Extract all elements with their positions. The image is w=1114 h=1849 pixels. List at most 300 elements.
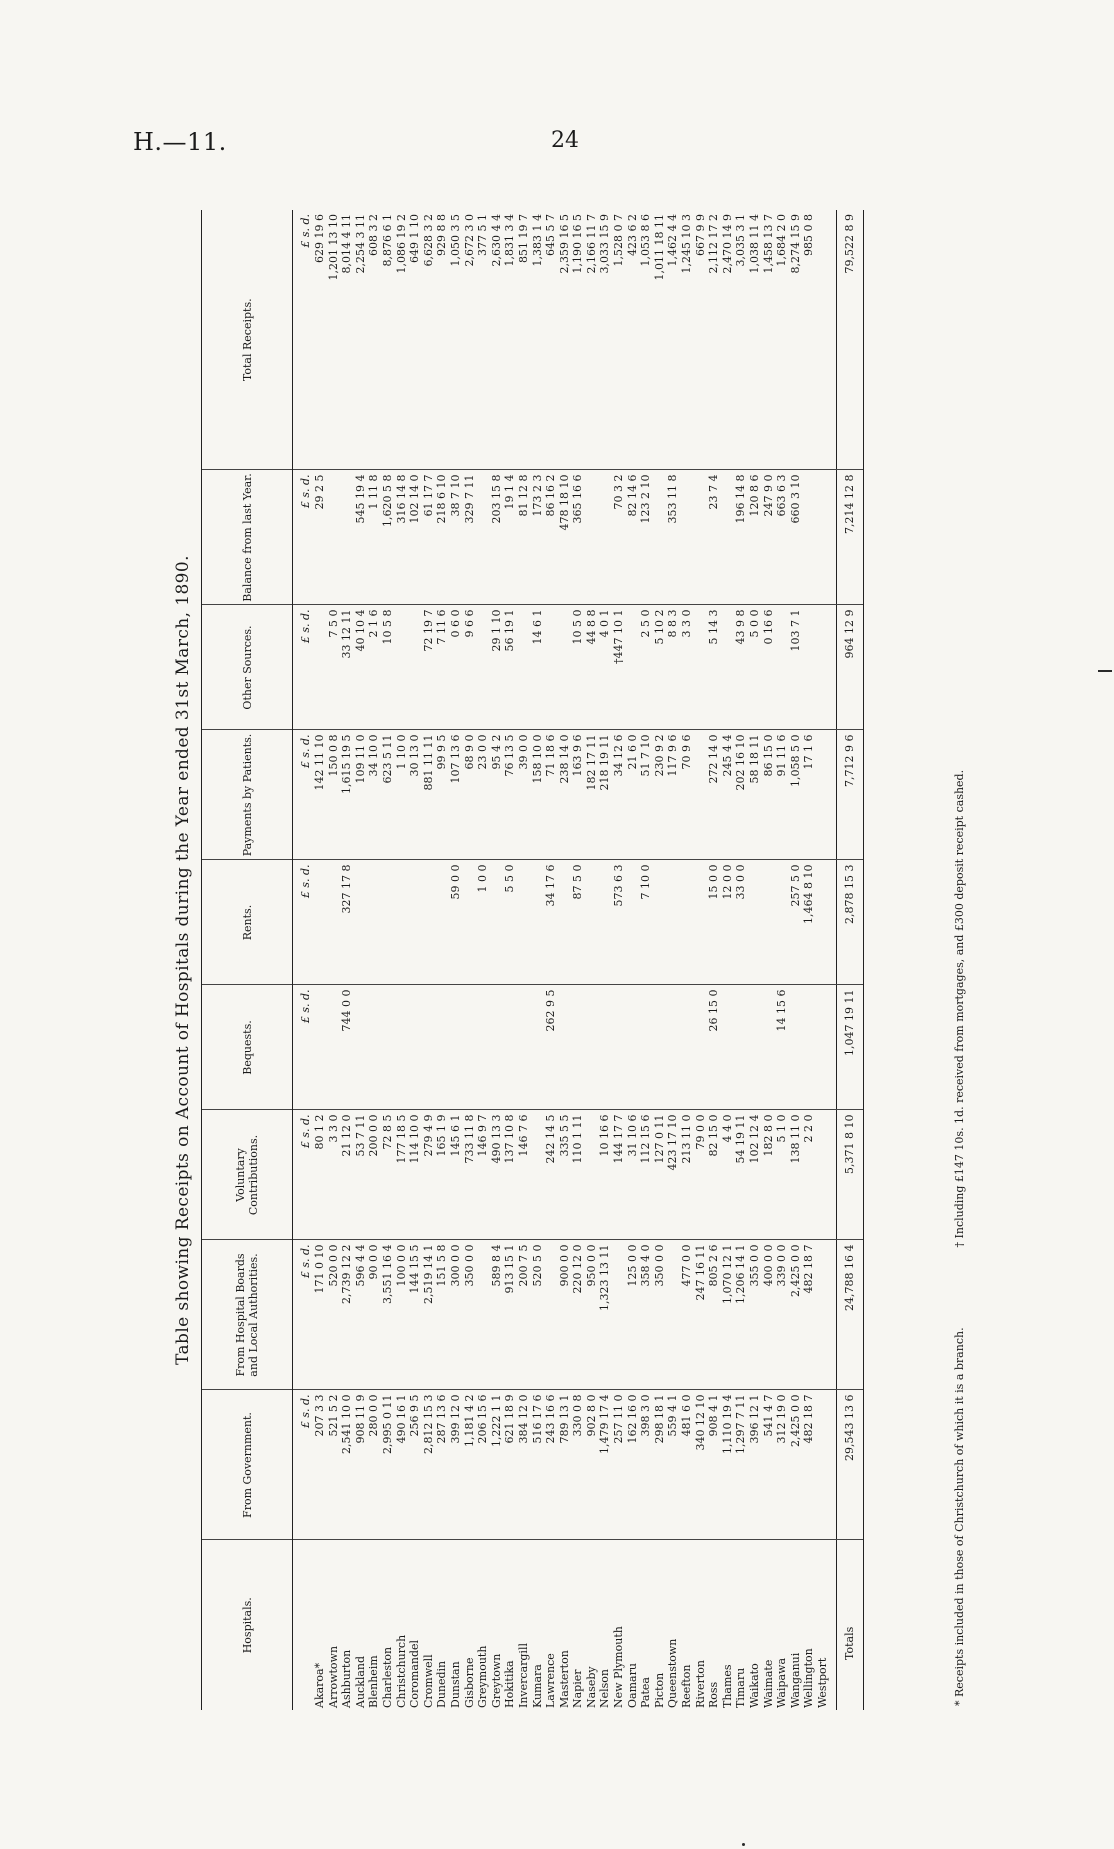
- cell-total: 2,470 14 9: [721, 210, 735, 470]
- cell-gov: 482 18 7: [802, 1390, 816, 1540]
- cell-gov: 2,425 0 0: [789, 1390, 803, 1540]
- hospital-name: Arrowtown: [326, 1645, 340, 1708]
- cell-gov: 1,479 17 4: [598, 1390, 612, 1540]
- cell-bequests: [422, 985, 436, 1110]
- cell-bequests: [503, 985, 517, 1110]
- cell-gov: 481 6 0: [680, 1390, 694, 1540]
- cell-gov: 1,297 7 11: [734, 1390, 748, 1540]
- cell-gov: 559 4 1: [666, 1390, 680, 1540]
- cell-boards: 125 0 0: [626, 1240, 640, 1390]
- table-row: [408, 210, 422, 1710]
- cell-gov: 2,812 15 3: [422, 1390, 436, 1540]
- cell-other: 14 6 1: [531, 605, 545, 730]
- cell-balance: 70 3 2: [612, 470, 626, 605]
- hospital-name: Greymouth: [476, 1645, 490, 1708]
- cell-bequests: [748, 985, 762, 1110]
- cell-patients: 202 16 10: [734, 730, 748, 860]
- cell-rents: [558, 860, 572, 985]
- cell-bequests: [639, 985, 653, 1110]
- cell-rents: [327, 860, 341, 985]
- cell-voluntary: 127 0 11: [653, 1110, 667, 1240]
- cell-patients: 68 9 0: [463, 730, 477, 860]
- cell-patients: 30 13 0: [408, 730, 422, 860]
- hospital-name: Kumara: [530, 1664, 544, 1708]
- cell-patients: 95 4 2: [490, 730, 504, 860]
- cell-total: 1,383 1 4: [531, 210, 545, 470]
- cell-balance: 365 16 6: [571, 470, 585, 605]
- cell-rents: [490, 860, 504, 985]
- cell-boards: 805 2 6: [707, 1240, 721, 1390]
- table-row: [435, 210, 449, 1710]
- hospital-name: Blenheim: [367, 1655, 381, 1708]
- table-body: [293, 210, 830, 1710]
- cell-boards: 400 0 0: [762, 1240, 776, 1390]
- cell-gov: 207 3 3: [313, 1390, 327, 1540]
- totals-balance: 7,214 12 8: [836, 470, 863, 605]
- cell-other: [694, 605, 708, 730]
- cell-boards: 2,425 0 0: [789, 1240, 803, 1390]
- cell-voluntary: 53 7 11: [354, 1110, 368, 1240]
- cell-patients: 51 7 10: [639, 730, 653, 860]
- cell-other: [816, 605, 830, 730]
- cell-rents: [313, 860, 327, 985]
- units-label: £ s. d.: [293, 470, 314, 605]
- cell-rents: 87 5 0: [571, 860, 585, 985]
- cell-total: 8,876 6 1: [381, 210, 395, 470]
- hospital-name: Timaru: [734, 1667, 748, 1708]
- cell-total: 2,672 3 0: [463, 210, 477, 470]
- cell-total: 1,831 3 4: [503, 210, 517, 470]
- hospital-name: Lawrence: [544, 1653, 558, 1708]
- cell-voluntary: 242 14 5: [544, 1110, 558, 1240]
- cell-voluntary: 138 11 0: [789, 1110, 803, 1240]
- hospital-name: Masterton: [557, 1650, 571, 1708]
- cell-total: 2,254 3 11: [354, 210, 368, 470]
- cell-gov: 398 3 0: [639, 1390, 653, 1540]
- table-row: [449, 210, 463, 1710]
- table-row: [694, 210, 708, 1710]
- cell-bequests: [517, 985, 531, 1110]
- cell-total: 1,190 16 5: [571, 210, 585, 470]
- cell-patients: 218 19 11: [598, 730, 612, 860]
- cell-other: 10 5 8: [381, 605, 395, 730]
- cell-rents: [694, 860, 708, 985]
- cell-rents: [680, 860, 694, 985]
- cell-other: [775, 605, 789, 730]
- units-label: £ s. d.: [293, 1390, 314, 1540]
- cell-gov: 162 16 0: [626, 1390, 640, 1540]
- cell-rents: 15 0 0: [707, 860, 721, 985]
- cell-rents: 5 5 0: [503, 860, 517, 985]
- cell-rents: [748, 860, 762, 985]
- cell-voluntary: 137 10 8: [503, 1110, 517, 1240]
- cell-voluntary: 182 8 0: [762, 1110, 776, 1240]
- cell-other: [517, 605, 531, 730]
- cell-rents: [517, 860, 531, 985]
- cell-balance: 23 7 4: [707, 470, 721, 605]
- cell-boards: 477 0 0: [680, 1240, 694, 1390]
- cell-patients: 163 9 6: [571, 730, 585, 860]
- page-identifier: H.—11.: [133, 128, 227, 156]
- cell-other: [476, 605, 490, 730]
- cell-total: 2,359 16 5: [558, 210, 572, 470]
- cell-voluntary: 21 12 0: [340, 1110, 354, 1240]
- cell-bequests: [367, 985, 381, 1110]
- table-row: [585, 210, 599, 1710]
- cell-patients: [816, 730, 830, 860]
- cell-gov: 298 18 1: [653, 1390, 667, 1540]
- totals-gov: 29,543 13 6: [836, 1390, 863, 1540]
- cell-balance: 329 7 11: [463, 470, 477, 605]
- cell-boards: 339 0 0: [775, 1240, 789, 1390]
- cell-balance: [694, 470, 708, 605]
- table-row: [531, 210, 545, 1710]
- hospital-name: Waimate: [761, 1659, 775, 1708]
- cell-rents: [395, 860, 409, 985]
- cell-gov: 312 19 0: [775, 1390, 789, 1540]
- cell-balance: 123 2 10: [639, 470, 653, 605]
- cell-total: 1,038 11 4: [748, 210, 762, 470]
- cell-total: 1,050 3 5: [449, 210, 463, 470]
- cell-boards: 90 0 0: [367, 1240, 381, 1390]
- cell-boards: 350 0 0: [463, 1240, 477, 1390]
- cell-patients: 117 9 6: [666, 730, 680, 860]
- table-row: [775, 210, 789, 1710]
- cell-voluntary: 31 10 6: [626, 1110, 640, 1240]
- receipts-table: [201, 210, 864, 1710]
- cell-bequests: [558, 985, 572, 1110]
- cell-patients: 182 17 11: [585, 730, 599, 860]
- col-header-boards: From Hospital Boards and Local Authorities.: [202, 1240, 293, 1390]
- cell-patients: 109 11 0: [354, 730, 368, 860]
- cell-balance: 120 8 6: [748, 470, 762, 605]
- cell-balance: 663 6 3: [775, 470, 789, 605]
- cell-total: 649 1 10: [408, 210, 422, 470]
- cell-rents: [381, 860, 395, 985]
- cell-rents: 1 0 0: [476, 860, 490, 985]
- table-row: [721, 210, 735, 1710]
- cell-gov: 1,222 1 1: [490, 1390, 504, 1540]
- cell-balance: 173 2 3: [531, 470, 545, 605]
- cell-gov: 287 13 6: [435, 1390, 449, 1540]
- cell-voluntary: 490 13 3: [490, 1110, 504, 1240]
- cell-patients: 23 0 0: [476, 730, 490, 860]
- cell-other: 33 12 11: [340, 605, 354, 730]
- cell-voluntary: [816, 1110, 830, 1240]
- cell-boards: 2,519 14 1: [422, 1240, 436, 1390]
- cell-total: 667 9 9: [694, 210, 708, 470]
- cell-patients: 71 18 6: [544, 730, 558, 860]
- cell-patients: 881 11 11: [422, 730, 436, 860]
- cell-other: [626, 605, 640, 730]
- cell-other: †447 10 1: [612, 605, 626, 730]
- cell-bequests: [381, 985, 395, 1110]
- cell-gov: 280 0 0: [367, 1390, 381, 1540]
- cell-balance: 203 15 8: [490, 470, 504, 605]
- cell-other: 5 14 3: [707, 605, 721, 730]
- cell-boards: [612, 1240, 626, 1390]
- cell-total: 2,166 11 7: [585, 210, 599, 470]
- cell-bequests: [463, 985, 477, 1110]
- cell-voluntary: 110 1 11: [571, 1110, 585, 1240]
- hospital-name: Greytown: [489, 1653, 503, 1708]
- units-label: £ s. d.: [293, 605, 314, 730]
- cell-rents: [408, 860, 422, 985]
- cell-boards: [816, 1240, 830, 1390]
- cell-gov: 516 17 6: [531, 1390, 545, 1540]
- cell-rents: [585, 860, 599, 985]
- cell-voluntary: 4 4 0: [721, 1110, 735, 1240]
- cell-other: 0 16 6: [762, 605, 776, 730]
- hospital-name: Picton: [652, 1672, 666, 1708]
- cell-gov: 330 0 8: [571, 1390, 585, 1540]
- cell-voluntary: 2 2 0: [802, 1110, 816, 1240]
- cell-patients: 150 0 8: [327, 730, 341, 860]
- cell-other: 7 5 0: [327, 605, 341, 730]
- hospital-name: Cromwell: [421, 1654, 435, 1708]
- cell-boards: 171 0 10: [313, 1240, 327, 1390]
- cell-patients: 238 14 0: [558, 730, 572, 860]
- cell-rents: 327 17 8: [340, 860, 354, 985]
- cell-other: 40 10 4: [354, 605, 368, 730]
- units-label: £ s. d.: [293, 1110, 314, 1240]
- cell-voluntary: 82 15 0: [707, 1110, 721, 1240]
- cell-boards: 220 12 0: [571, 1240, 585, 1390]
- cell-total: 985 0 8: [802, 210, 816, 470]
- table-row: [503, 210, 517, 1710]
- cell-total: 1,086 19 2: [395, 210, 409, 470]
- cell-patients: 1,058 5 0: [789, 730, 803, 860]
- cell-bequests: [762, 985, 776, 1110]
- cell-total: 1,245 10 3: [680, 210, 694, 470]
- hospital-name: Dunstan: [448, 1661, 462, 1708]
- cell-voluntary: 146 7 6: [517, 1110, 531, 1240]
- cell-balance: [327, 470, 341, 605]
- cell-rents: [422, 860, 436, 985]
- header-row: [202, 210, 293, 1710]
- cell-voluntary: 279 4 9: [422, 1110, 436, 1240]
- cell-boards: 300 0 0: [449, 1240, 463, 1390]
- cell-patients: 17 1 6: [802, 730, 816, 860]
- cell-bequests: [571, 985, 585, 1110]
- cell-bequests: 14 15 6: [775, 985, 789, 1110]
- cell-voluntary: 10 16 6: [598, 1110, 612, 1240]
- table-row: [598, 210, 612, 1710]
- cell-bequests: [598, 985, 612, 1110]
- cell-balance: 38 7 10: [449, 470, 463, 605]
- table-row: [762, 210, 776, 1710]
- hospital-name: Gisborne: [462, 1657, 476, 1708]
- cell-rents: [435, 860, 449, 985]
- table-row: [802, 210, 816, 1710]
- cell-voluntary: 165 1 9: [435, 1110, 449, 1240]
- cell-voluntary: 5 1 0: [775, 1110, 789, 1240]
- totals-other: 964 12 9: [836, 605, 863, 730]
- cell-boards: 913 15 1: [503, 1240, 517, 1390]
- cell-balance: 247 9 0: [762, 470, 776, 605]
- cell-balance: [721, 470, 735, 605]
- cell-patients: 272 14 0: [707, 730, 721, 860]
- cell-voluntary: [585, 1110, 599, 1240]
- cell-balance: 1 11 8: [367, 470, 381, 605]
- col-header-other: Other Sources.: [202, 605, 293, 730]
- hospital-name: Charleston: [380, 1646, 394, 1708]
- cell-other: 7 11 6: [435, 605, 449, 730]
- cell-total: 3,035 3 1: [734, 210, 748, 470]
- totals-label: Totals: [836, 1540, 863, 1710]
- hospital-name: Riverton: [693, 1660, 707, 1708]
- cell-gov: 541 4 7: [762, 1390, 776, 1540]
- cell-total: 929 8 8: [435, 210, 449, 470]
- col-header-hospitals: Hospitals.: [202, 1540, 293, 1710]
- hospital-name: Hokitika: [503, 1660, 517, 1708]
- cell-voluntary: 54 19 11: [734, 1110, 748, 1240]
- cell-gov: 621 18 9: [503, 1390, 517, 1540]
- cell-rents: [666, 860, 680, 985]
- cell-rents: 573 6 3: [612, 860, 626, 985]
- cell-voluntary: 114 10 0: [408, 1110, 422, 1240]
- col-header-patients: Payments by Patients.: [202, 730, 293, 860]
- cell-bequests: [666, 985, 680, 1110]
- cell-gov: [816, 1390, 830, 1540]
- cell-patients: 34 12 6: [612, 730, 626, 860]
- table-row: [340, 210, 354, 1710]
- scan-mark: [742, 1843, 745, 1846]
- table-row: [327, 210, 341, 1710]
- cell-bequests: [626, 985, 640, 1110]
- cell-other: [558, 605, 572, 730]
- cell-patients: 230 9 2: [653, 730, 667, 860]
- cell-total: 851 19 7: [517, 210, 531, 470]
- cell-gov: 243 16 6: [544, 1390, 558, 1540]
- cell-other: 5 0 0: [748, 605, 762, 730]
- cell-boards: 247 16 11: [694, 1240, 708, 1390]
- cell-boards: 1,323 13 11: [598, 1240, 612, 1390]
- table-row: [653, 210, 667, 1710]
- hospital-name: Invercargill: [516, 1643, 530, 1708]
- cell-total: 3,033 15 9: [598, 210, 612, 470]
- totals-patients: 7,712 9 6: [836, 730, 863, 860]
- cell-gov: 490 16 1: [395, 1390, 409, 1540]
- cell-patients: 142 11 10: [313, 730, 327, 860]
- cell-patients: 1 10 0: [395, 730, 409, 860]
- table-row: [395, 210, 409, 1710]
- units-label: £ s. d.: [293, 860, 314, 985]
- cell-balance: [598, 470, 612, 605]
- col-header-rents: Rents.: [202, 860, 293, 985]
- cell-patients: 99 9 5: [435, 730, 449, 860]
- cell-voluntary: 144 17 7: [612, 1110, 626, 1240]
- cell-other: 56 19 1: [503, 605, 517, 730]
- cell-boards: [476, 1240, 490, 1390]
- cell-other: [544, 605, 558, 730]
- cell-bequests: [734, 985, 748, 1110]
- cell-gov: 256 9 5: [408, 1390, 422, 1540]
- cell-patients: 76 13 5: [503, 730, 517, 860]
- cell-gov: 396 12 1: [748, 1390, 762, 1540]
- cell-total: 1,201 13 10: [327, 210, 341, 470]
- table-row: [558, 210, 572, 1710]
- hospital-name: Napier: [571, 1669, 585, 1708]
- cell-balance: 61 17 7: [422, 470, 436, 605]
- cell-balance: 660 3 10: [789, 470, 803, 605]
- cell-voluntary: 72 8 5: [381, 1110, 395, 1240]
- hospital-name: Reefton: [680, 1664, 694, 1708]
- cell-bequests: [395, 985, 409, 1110]
- table-row: [463, 210, 477, 1710]
- cell-balance: 29 2 5: [313, 470, 327, 605]
- cell-gov: 908 11 9: [354, 1390, 368, 1540]
- totals-bequests: 1,047 19 11: [836, 985, 863, 1110]
- table-row: [707, 210, 721, 1710]
- cell-boards: 1,070 12 1: [721, 1240, 735, 1390]
- cell-bequests: [721, 985, 735, 1110]
- cell-gov: 257 11 0: [612, 1390, 626, 1540]
- cell-rents: [354, 860, 368, 985]
- cell-bequests: [694, 985, 708, 1110]
- cell-total: 1,011 18 11: [653, 210, 667, 470]
- cell-bequests: [313, 985, 327, 1110]
- cell-balance: [476, 470, 490, 605]
- cell-gov: 789 13 1: [558, 1390, 572, 1540]
- hospital-name: Waikato: [748, 1663, 761, 1708]
- cell-bequests: [653, 985, 667, 1110]
- table-row: [626, 210, 640, 1710]
- col-header-bequests: Bequests.: [202, 985, 293, 1110]
- table-row: [313, 210, 327, 1710]
- cell-rents: [653, 860, 667, 985]
- cell-boards: 144 15 5: [408, 1240, 422, 1390]
- table-row: [639, 210, 653, 1710]
- cell-total: 1,458 13 7: [762, 210, 776, 470]
- cell-gov: 2,995 0 11: [381, 1390, 395, 1540]
- cell-bequests: [802, 985, 816, 1110]
- units-row: [293, 210, 314, 1710]
- cell-voluntary: 213 11 0: [680, 1110, 694, 1240]
- cell-patients: 58 18 11: [748, 730, 762, 860]
- cell-rents: [598, 860, 612, 985]
- cell-balance: [653, 470, 667, 605]
- units-label: £ s. d.: [293, 210, 314, 470]
- cell-voluntary: 146 9 7: [476, 1110, 490, 1240]
- table-title: Table showing Receipts on Account of Hospitals during the Year ended 31st March, 1890.: [173, 555, 193, 1365]
- cell-balance: 218 6 10: [435, 470, 449, 605]
- cell-boards: 900 0 0: [558, 1240, 572, 1390]
- hospital-name: Dunedin: [435, 1660, 449, 1708]
- table-row: [544, 210, 558, 1710]
- cell-boards: 596 4 4: [354, 1240, 368, 1390]
- units-label: £ s. d.: [293, 985, 314, 1110]
- cell-patients: 70 9 6: [680, 730, 694, 860]
- cell-other: 9 6 6: [463, 605, 477, 730]
- cell-patients: 91 11 6: [775, 730, 789, 860]
- cell-total: 8,014 4 11: [340, 210, 354, 470]
- cell-total: 608 3 2: [367, 210, 381, 470]
- cell-boards: [544, 1240, 558, 1390]
- cell-boards: 2,739 12 2: [340, 1240, 354, 1390]
- hospital-name: Ross: [707, 1681, 721, 1708]
- totals-total: 79,522 8 9: [836, 210, 863, 470]
- cell-rents: 34 17 6: [544, 860, 558, 985]
- units-label: £ s. d.: [293, 730, 314, 860]
- rotated-table-region: [173, 210, 973, 1710]
- totals-voluntary: 5,371 8 10: [836, 1110, 863, 1240]
- cell-boards: 200 7 5: [517, 1240, 531, 1390]
- table-row: [748, 210, 762, 1710]
- table-row: [666, 210, 680, 1710]
- cell-total: 1,528 0 7: [612, 210, 626, 470]
- cell-boards: 100 0 0: [395, 1240, 409, 1390]
